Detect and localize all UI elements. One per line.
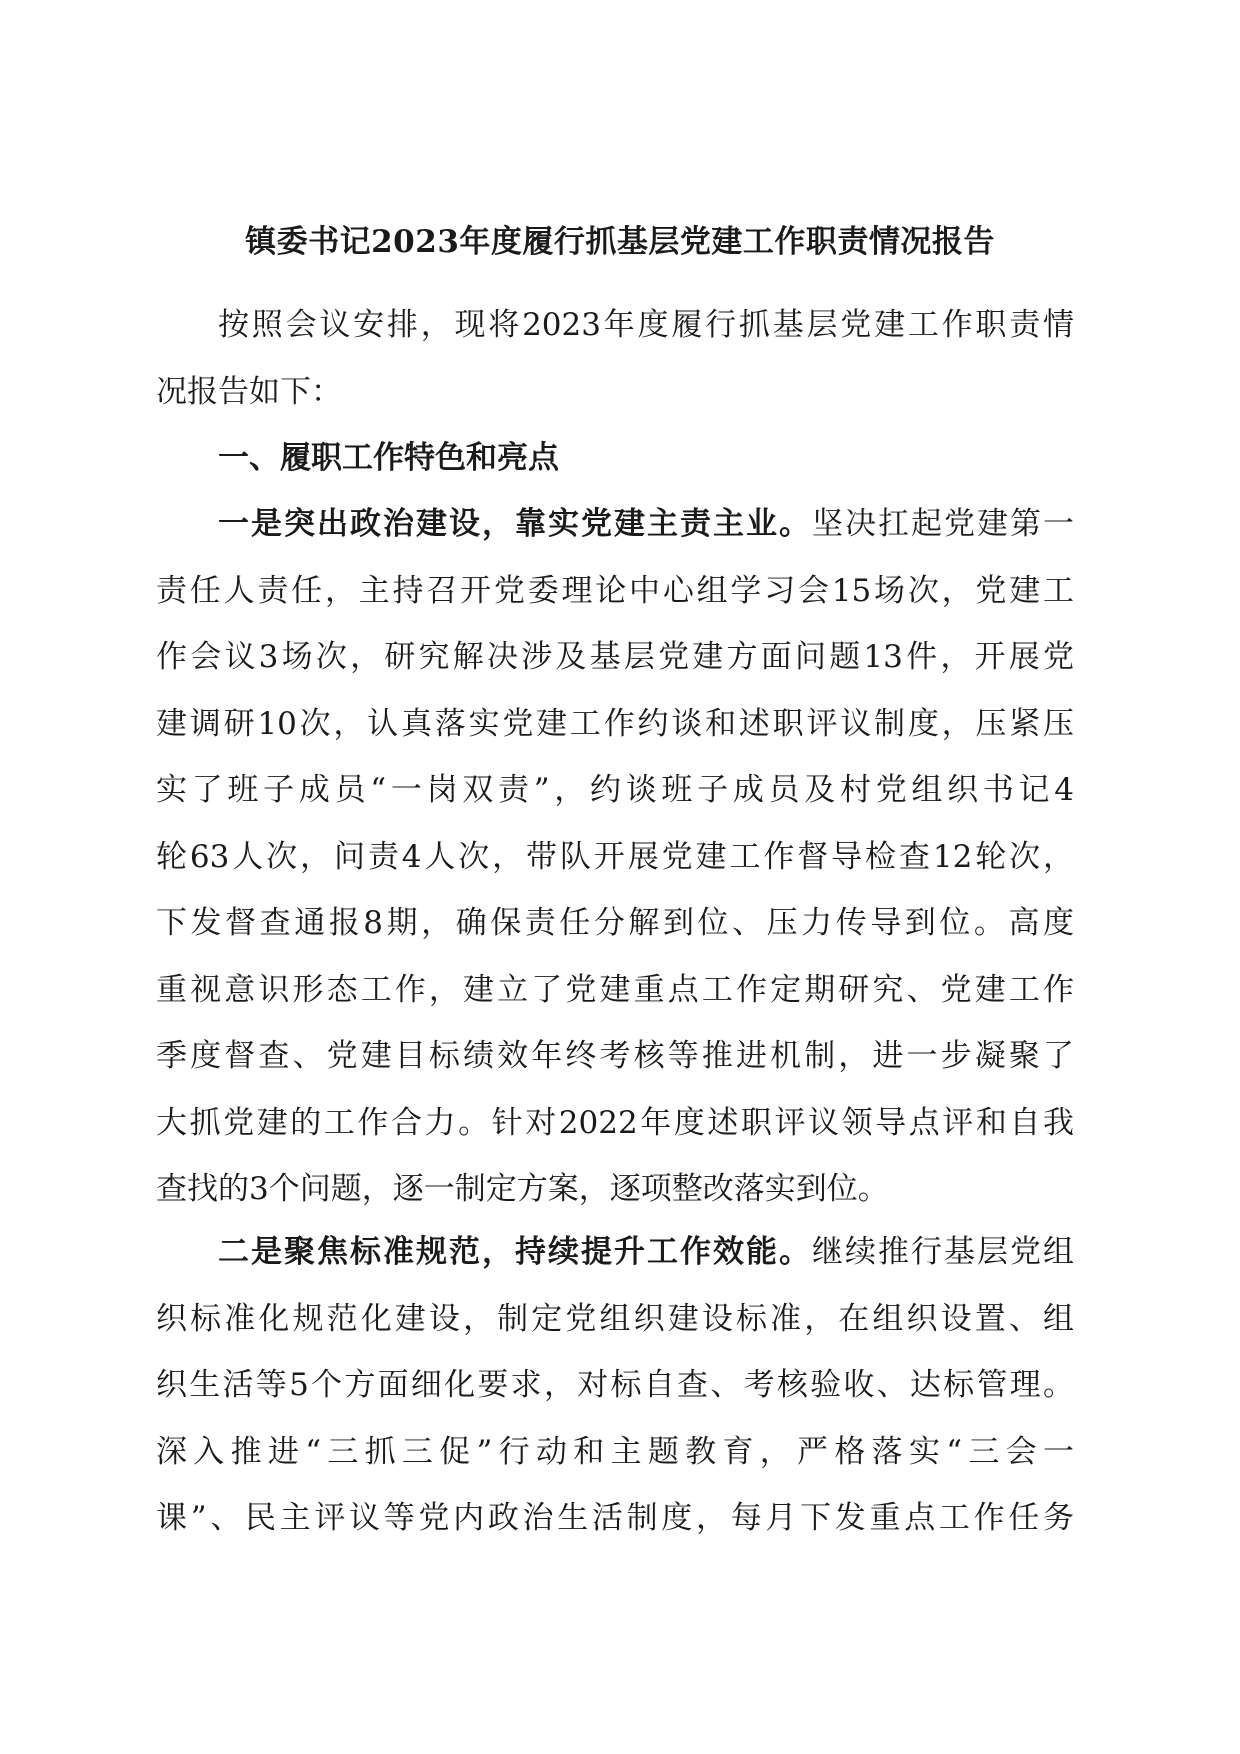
intro-paragraph	[156, 292, 1074, 425]
paragraph-lead: 二是聚焦标准规范，持续提升工作效能。	[218, 1234, 812, 1270]
paragraph-standardization	[156, 1219, 1074, 1552]
section-heading-1	[156, 425, 1074, 492]
paragraph-line: 织标准化规范化建设，制定党组织建设标准，在组织设置、组	[156, 1300, 1074, 1337]
paragraph-line: 下发督查通报8期，确保责任分解到位、压力传导到位。高度	[156, 905, 1074, 941]
paragraph-lead: 一是突出政治建设，靠实党建主责主业。	[218, 506, 812, 542]
paragraph-first-line-rest: 坚决扛起党建第一	[812, 506, 1074, 542]
paragraph-line: 查找的3个问题，逐一制定方案，逐项整改落实到位。	[156, 1171, 889, 1207]
paragraph-line: 织生活等5个方面细化要求，对标自查、考核验收、达标管理。	[156, 1367, 1074, 1403]
paragraph-line: 季度督查、党建目标绩效年终考核等推进机制，进一步凝聚了	[156, 1038, 1074, 1074]
paragraph-line: 深入推进“三抓三促”行动和主题教育，严格落实“三会一	[156, 1433, 1074, 1470]
paragraph-line: 轮63人次，问责4人次，带队开展党建工作督导检查12轮次，	[156, 838, 1074, 875]
section-heading-text: 一、履职工作特色和亮点	[218, 440, 559, 476]
paragraph-line: 课”、民主评议等党内政治生活制度，每月下发重点工作任务	[156, 1500, 1074, 1536]
document-title: 镇委书记2023年度履行抓基层党建工作职责情况报告	[245, 224, 995, 260]
intro-line: 况报告如下：	[156, 373, 342, 410]
paragraph-first-line-rest: 继续推行基层党组	[812, 1234, 1074, 1270]
intro-line: 按照会议安排，现将2023年度履行抓基层党建工作职责情	[218, 307, 1074, 343]
paragraph-first-line	[156, 491, 1074, 558]
paragraph-line: 建调研10次，认真落实党建工作约谈和述职评议制度，压紧压	[156, 705, 1074, 742]
paragraph-line: 实了班子成员“一岗双责”，约谈班子成员及村党组织书记4	[156, 772, 1074, 808]
paragraph-political-building	[156, 491, 1074, 1223]
paragraph-line: 重视意识形态工作，建立了党建重点工作定期研究、党建工作	[156, 971, 1074, 1008]
paragraph-line: 大抓党建的工作合力。针对2022年度述职评议领导点评和自我	[156, 1104, 1074, 1141]
paragraph-line: 作会议3场次，研究解决涉及基层党建方面问题13件，开展党	[156, 639, 1074, 675]
paragraph-first-line	[156, 1219, 1074, 1286]
paragraph-line: 责任人责任，主持召开党委理论中心组学习会15场次，党建工	[156, 572, 1074, 609]
